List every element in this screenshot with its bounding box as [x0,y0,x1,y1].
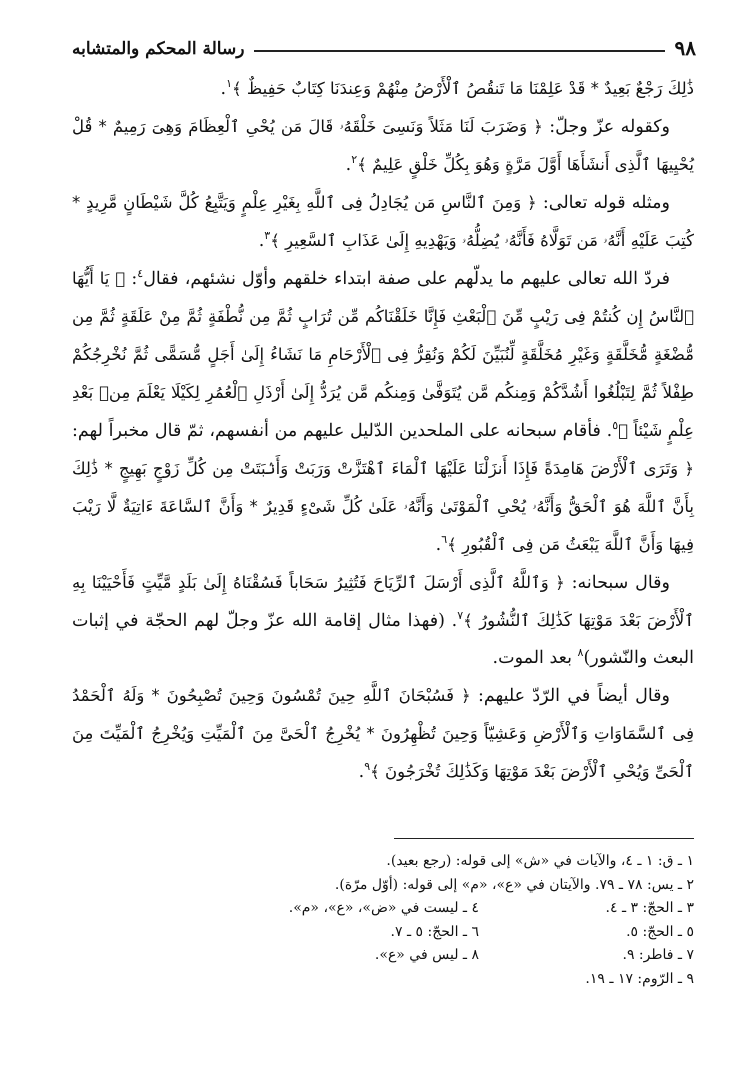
footnote-8: ٨ ـ ليس في «ع». [374,947,479,963]
body-text-run: . [220,79,227,99]
body-text-run: ومثله قوله تعالى: [536,193,670,213]
paragraph [72,677,694,791]
footnote-reference: ٣ [264,229,271,243]
page-number: ٩٨ [674,36,696,60]
quran-quote: ﴿ وَمِنَ ٱلنَّاسِ مَن يُجَادِلُ فِى ٱللَّهِ بِغَيْرِ عِلْمٍ وَيَتَّبِعُ كُلَّ شَيْطَانٍ مَّرِيدٍ * كُتِبَ عَلَيْهِ أَنَّهُۥ مَن تَوَلَّاهُ فَأَنَّهُۥ يُضِلُّهُۥ وَيَهْدِيهِ إِلَىٰ عَذَابِ ٱلسَّعِيرِ ﴾ [72,193,694,250]
quran-quote: ﴿ فَسُبْحَانَ ٱللَّهِ حِينَ تُمْسُونَ وَحِينَ تُصْبِحُونَ * وَلَهُ ٱلْحَمْدُ فِى ٱلسَّمَاوَاتِ وَٱلْأَرْضِ وَعَشِيّاً وَحِينَ تُظْهِرُونَ * يُخْرِجُ ٱلْحَىَّ مِنَ ٱلْمَيِّتِ وَيُخْرِجُ ٱلْمَيِّتَ مِنَ ٱلْحَىِّ وَيُحْىِ ٱلْأَرْضَ بَعْدَ مَوْتِهَا وَكَذَٰلِكَ تُخْرَجُونَ ﴾ [72,686,694,781]
body-text-run: . [345,155,352,175]
footnote-reference: ٢ [351,153,358,167]
footnote-7: ٧ ـ فاطر: ٩. [622,947,694,963]
footnote-4: ٤ ـ ليست في «ض»، «ع»، «م». [288,900,479,916]
body-text-run: وقال أيضاً في الرّدّ عليهم: [470,686,670,706]
footnote-reference: ٦ [441,533,448,547]
body-text-run: فردّ الله تعالى عليهم ما يدلّهم على صفة ابتداء خلقهم وأوّل نشئهم، فقال [143,269,670,289]
book-title: رسالة المحكم والمتشابه [72,39,245,59]
footnote-rule [394,838,694,839]
footnote-reference: ٥ [612,419,619,433]
footnote-1: ١ ـ ق: ١ ـ ٤، والآيات في «ش» إلى قوله: (رجع بعيد). [386,853,694,869]
footnote-reference: ٩ [364,760,371,774]
footnote-3: ٣ ـ الحجّ: ٣ ـ ٤. [605,900,694,916]
footnote-5: ٥ ـ الحجّ: ٥. [626,923,694,940]
body-text-run: وكقوله عزّ وجلّ: [542,117,671,137]
quran-quote: ﴿ وَتَرَى ٱلْأَرْضَ هَامِدَةً فَإِذَا أَنزَلْنَا عَلَيْهَا ٱلْمَاءَ ٱهْتَزَّتْ وَرَبَتْ وَأَنۢبَتَتْ مِن كُلِّ زَوْجٍ بَهِيجٍ * ذَٰلِكَ بِأَنَّ ٱللَّهَ هُوَ ٱلْحَقُّ وَأَنَّهُۥ يُحْىِ ٱلْمَوْتَىٰ وَأَنَّهُۥ عَلَىٰ كُلِّ شَىْءٍ قَدِيرٌ * وَأَنَّ ٱلسَّاعَةَ ءَاتِيَةٌ لَّا رَيْبَ فِيهَا وَأَنَّ ٱللَّهَ يَبْعَثُ مَن فِى ٱلْقُبُورِ ﴾ [72,459,694,554]
footnote-6: ٦ ـ الحجّ: ٥ ـ ٧. [390,923,479,940]
body-text-run: وقال سبحانه: [564,573,670,593]
footnotes [72,850,694,991]
footnote-reference: ٨ [577,646,584,660]
body-text-run: . (فهذا مثال إقامة الله عزّ وجلّ لهم الحجّة في إثبات البعث والنّشور) [72,611,694,668]
footnote-reference: ٤ [137,267,144,281]
footnote-reference: ٧ [457,609,464,623]
body-text-run: . فأقام سبحانه على الملحدين الدّليل عليهم من أنفسهم، ثمّ قال مخبراً لهم: [72,421,613,441]
quran-quote: ﴿ وَٱللَّهُ ٱلَّذِى أَرْسَلَ ٱلرِّيَاحَ فَتُثِيرُ سَحَاباً فَسُقْنَاهُ إِلَىٰ بَلَدٍ مَّيِّتٍ فَأَحْيَيْنَا بِهِ ٱلْأَرْضَ بَعْدَ مَوْتِهَا كَذَٰلِكَ ٱلنُّشُورُ ﴾ [72,573,694,630]
body-text-run: بعد الموت. [492,648,578,668]
paragraph [72,70,694,108]
paragraph [72,564,694,677]
footnote-reference: ١ [226,77,233,91]
quran-quote: ﴿ يَا أَيُّهَا ٱلنَّاسُ إِن كُنتُمْ فِى رَيْبٍ مِّنَ ٱلْبَعْثِ فَإِنَّا خَلَقْنَاكُم مِّن تُرَابٍ ثُمَّ مِن نُّطْفَةٍ ثُمَّ مِنْ عَلَقَةٍ ثُمَّ مِن مُّضْغَةٍ مُّخَلَّقَةٍ وَغَيْرِ مُخَلَّقَةٍ لِّنُبَيِّنَ لَكُمْ وَنُقِرُّ فِى ٱلْأَرْحَامِ مَا نَشَاءُ إِلَىٰ أَجَلٍ مُّسَمًّى ثُمَّ نُخْرِجُكُمْ طِفْلاً ثُمَّ لِتَبْلُغُوا أَشُدَّكُمْ وَمِنكُم مَّن يُتَوَفَّىٰ وَمِنكُم مَّن يُرَدُّ إِلَىٰ أَرْذَلِ ٱلْعُمُرِ لِكَيْلَا يَعْلَمَ مِنۢ بَعْدِ عِلْمٍ شَيْئاً ﴾ [72,269,694,440]
body-text-run: . [435,535,442,555]
footnote-row [72,897,694,921]
body-text-run: . [358,762,365,782]
paragraph [72,108,694,184]
body-text-run: : [125,269,138,289]
body-text-run: . [258,231,265,251]
running-header [72,28,696,58]
quran-quote: ذَٰلِكَ رَجْعٌ بَعِيدٌ * قَدْ عَلِمْنَا مَا تَنقُصُ ٱلْأَرْضُ مِنْهُمْ وَعِندَنَا كِتَابٌ حَفِيظٌ ﴾ [232,79,694,98]
footnote-row [72,944,694,968]
footnote-9: ٩ ـ الرّوم: ١٧ ـ ١٩. [585,970,694,987]
paragraph [72,184,694,260]
quran-quote: ﴿ وَضَرَبَ لَنَا مَثَلاً وَنَسِىَ خَلْقَهُۥ قَالَ مَن يُحْىِ ٱلْعِظَامَ وَهِىَ رَمِيمٌ * قُلْ يُحْيِيهَا ٱلَّذِى أَنشَأَهَا أَوَّلَ مَرَّةٍ وَهُوَ بِكُلِّ خَلْقٍ عَلِيمٌ ﴾ [72,117,694,174]
paragraph [72,260,694,564]
main-text [72,70,694,791]
footnote-2: ٢ ـ يس: ٧٨ ـ ٧٩. والآيتان في «ع»، «م» إلى قوله: (أوّل مرّة). [334,876,694,893]
header-rule [254,50,664,52]
footnote-row [72,921,694,945]
